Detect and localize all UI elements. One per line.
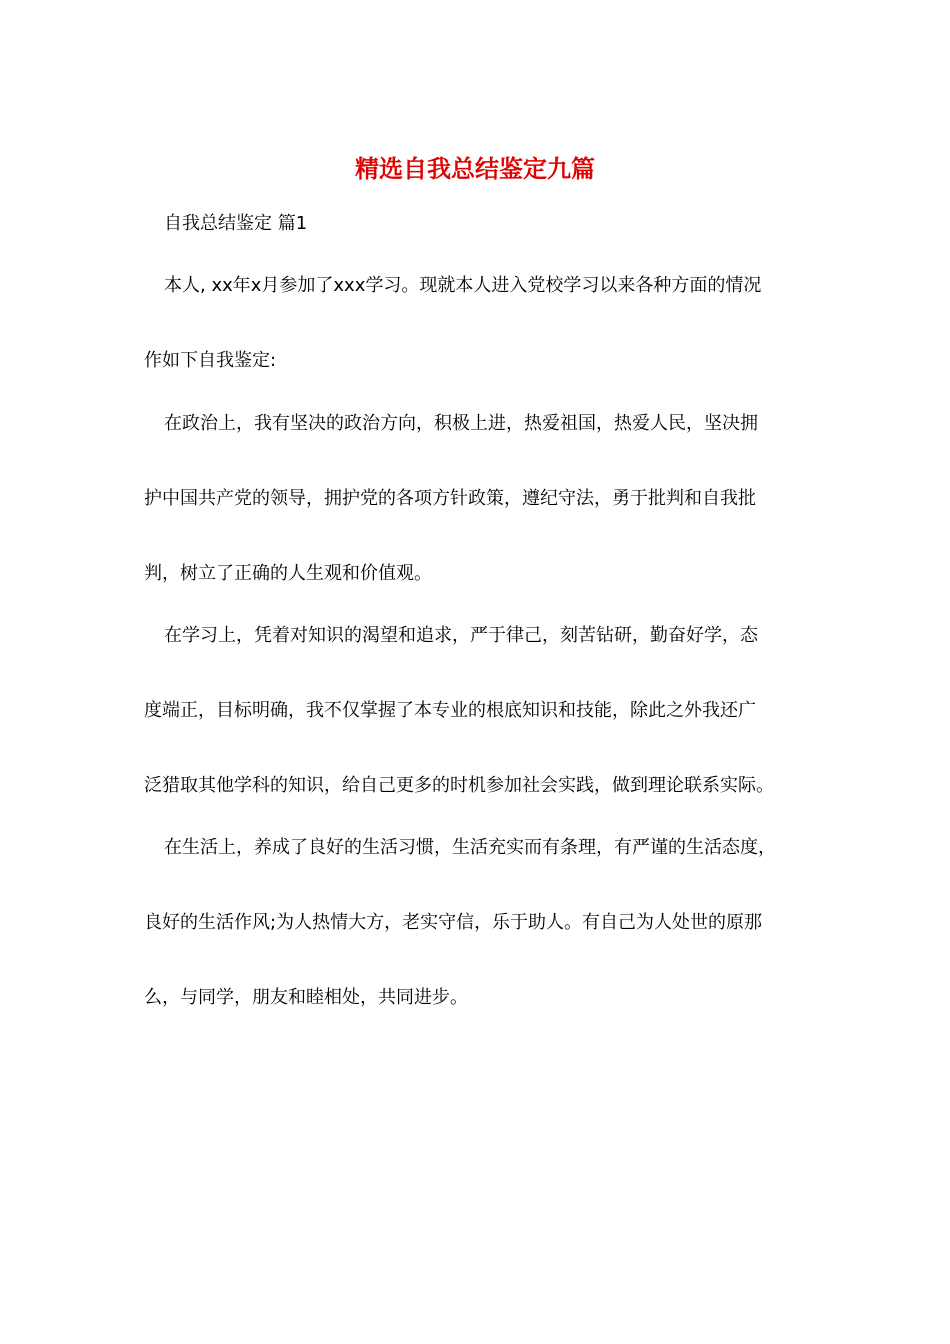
- paragraph-line: 良好的生活作风;为人热情大方，老实守信，乐于助人。有自己为人处世的原那: [144, 912, 763, 933]
- paragraph-line: 在政治上，我有坚决的政治方向，积极上进，热爱祖国，热爱人民，坚决拥: [164, 413, 758, 434]
- paragraph-line: 在生活上，养成了良好的生活习惯，生活充实而有条理，有严谨的生活态度，: [164, 837, 776, 858]
- section-heading: 自我总结鉴定 篇1: [164, 213, 308, 234]
- paragraph-line: 么，与同学，朋友和睦相处，共同进步。: [144, 987, 468, 1008]
- paragraph-line: 本人, xx年x月参加了xxx学习。现就本人进入党校学习以来各种方面的情况: [164, 275, 762, 296]
- paragraph-line: 护中国共产党的领导，拥护党的各项方针政策，遵纪守法，勇于批判和自我批: [144, 488, 756, 509]
- paragraph-line: 泛猎取其他学科的知识，给自己更多的时机参加社会实践，做到理论联系实际。: [144, 775, 774, 796]
- paragraph-line: 度端正，目标明确，我不仅掌握了本专业的根底知识和技能，除此之外我还广: [144, 700, 756, 721]
- document-title: 精选自我总结鉴定九篇: [355, 154, 595, 183]
- paragraph-line: 判，树立了正确的人生观和价值观。: [144, 563, 432, 584]
- paragraph-line: 在学习上，凭着对知识的渴望和追求，严于律己，刻苦钻研，勤奋好学，态: [164, 625, 758, 646]
- paragraph-line: 作如下自我鉴定:: [144, 350, 277, 371]
